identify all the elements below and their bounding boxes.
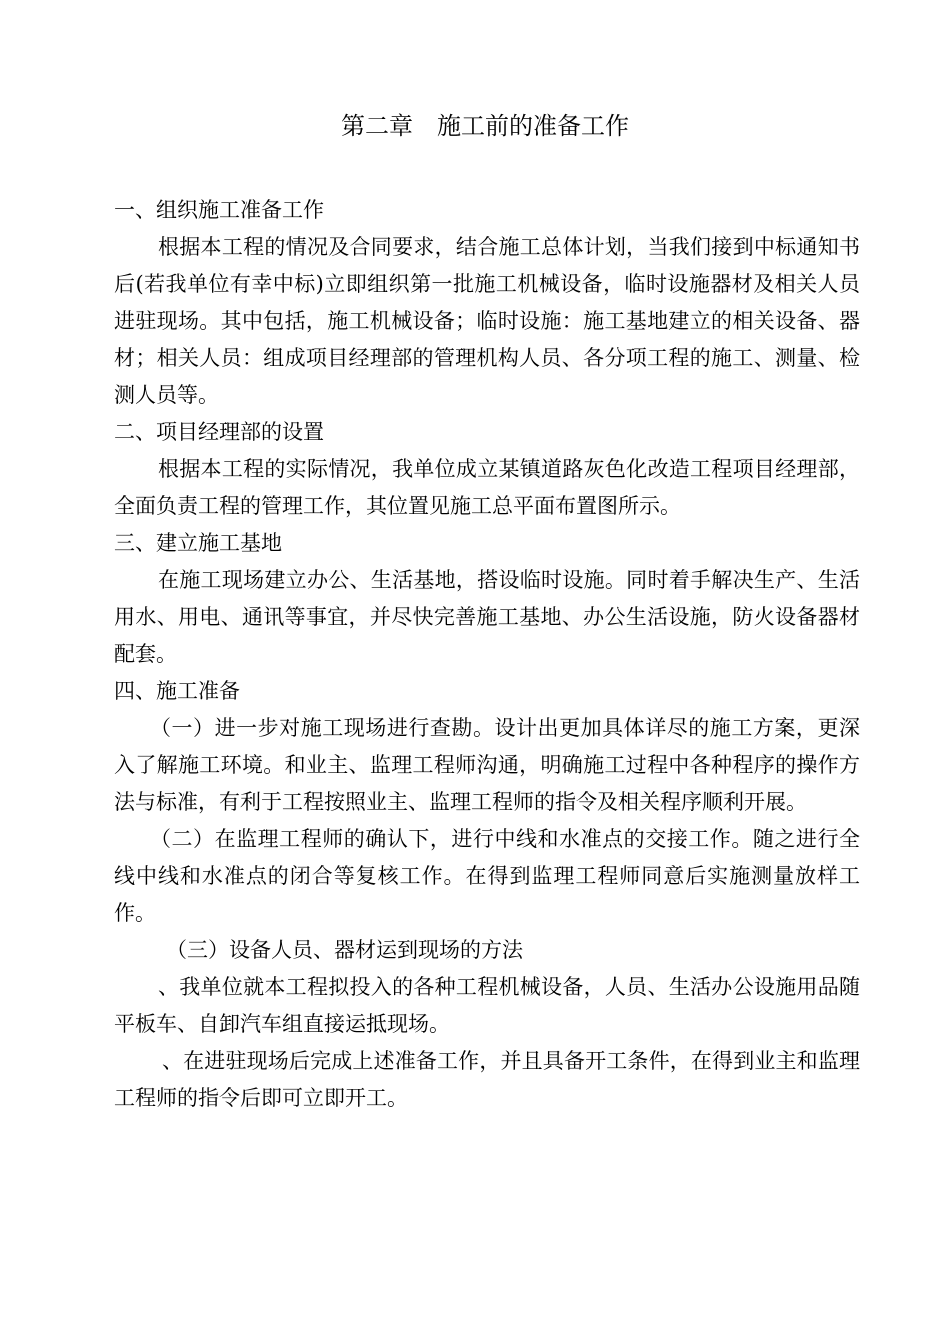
section-heading-1: 一、组织施工准备工作	[114, 198, 324, 222]
section-paragraph-3: 在施工现场建立办公、生活基地，搭设临时设施。同时着手解决生产、生活用水、用电、通讯等事宜，并尽快完善施工基地、办公生活设施，防火设备器材配套。	[114, 568, 860, 666]
section-paragraph-1: 根据本工程的情况及合同要求，结合施工总体计划，当我们接到中标通知书后(若我单位有幸中标)立即组织第一批施工机械设备，临时设施器材及相关人员进驻现场。其中包括，施工机械设备；临时设施：施工基地建立的相关设备、器材；相关人员：组成项目经理部的管理机构人员、各分项工程的施工、测量、检测人员等。	[114, 235, 860, 407]
subsection-heading-3: （三）设备人员、器材运到现场的方法	[166, 938, 523, 962]
section-heading-2: 二、项目经理部的设置	[114, 420, 324, 444]
document-body	[114, 192, 860, 1117]
section-heading-4: 四、施工准备	[114, 679, 240, 703]
subsection-item-2: 、在进驻现场后完成上述准备工作，并且具备开工条件，在得到业主和监理工程师的指令后即可立即开工。	[114, 1049, 860, 1110]
section-heading-3: 三、建立施工基地	[114, 531, 282, 555]
chapter-title: 第二章 施工前的准备工作	[341, 112, 629, 140]
section-paragraph-2: 根据本工程的实际情况，我单位成立某镇道路灰色化改造工程项目经理部，全面负责工程的管理工作，其位置见施工总平面布置图所示。	[114, 457, 860, 518]
subsection-item-1: 、我单位就本工程拟投入的各种工程机械设备，人员、生活办公设施用品随平板车、自卸汽车组直接运抵现场。	[114, 975, 860, 1036]
subsection-paragraph-2: （二）在监理工程师的确认下，进行中线和水准点的交接工作。随之进行全线中线和水准点的闭合等复核工作。在得到监理工程师同意后实施测量放样工作。	[114, 827, 860, 925]
subsection-paragraph-1: （一）进一步对施工现场进行查勘。设计出更加具体详尽的施工方案，更深入了解施工环境。和业主、监理工程师沟通，明确施工过程中各种程序的操作方法与标准，有利于工程按照业主、监理工程师的指令及相关程序顺利开展。	[114, 716, 860, 814]
